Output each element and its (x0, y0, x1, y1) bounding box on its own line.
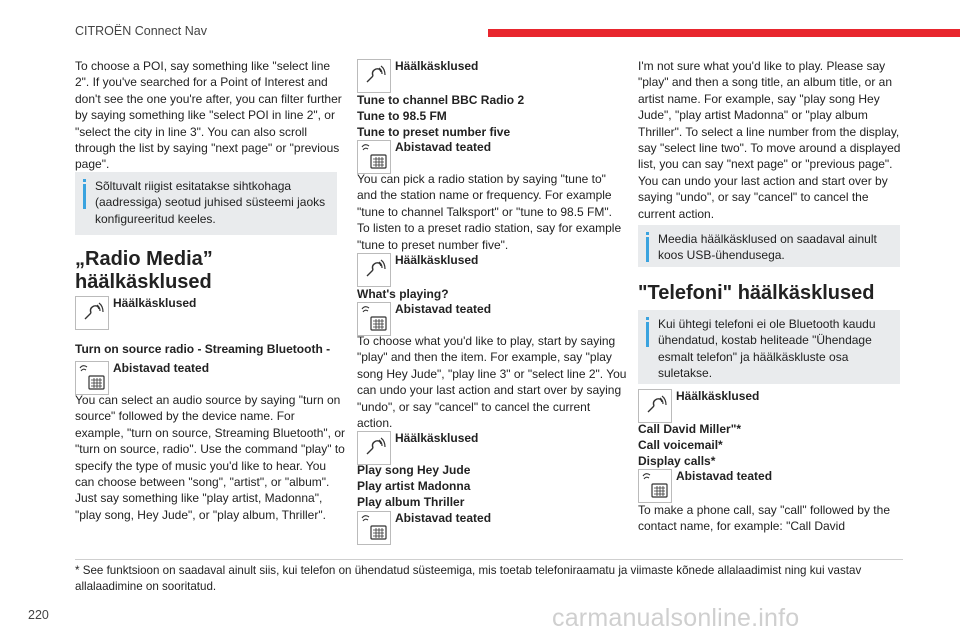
voice-command-text: Call David Miller"* (638, 422, 742, 436)
help-messages-row (638, 469, 908, 501)
voice-commands-row (638, 389, 908, 421)
info-note (75, 172, 337, 235)
help-messages-label: Abistavad teated (395, 140, 492, 154)
help-text: You can select an audio source by saying "turn on source" followed by the device name. For example, "turn on source, Streaming Bluetooth", or "turn on source, radio". Use the command "play" to specify the type of music you'd like to hear. You can choose between "song", "artist", or "album". Just say something like "play artist, Madonna", "play song, Hey Jude", or "play album, Thriller". (75, 393, 345, 522)
info-note-text: Meedia häälkäsklused on saadaval ainult koos USB-ühendusega. (658, 232, 877, 263)
screen-response-icon (357, 140, 391, 174)
help-messages-row (75, 361, 345, 393)
info-note (638, 310, 900, 384)
info-note-text: Sõltuvalt riigist esitatakse sihtkohaga (aadressiga) seotud juhised süsteemi jaoks konfigureeritud keeles. (95, 179, 326, 226)
help-text: To choose what you'd like to play, start by saying "play" and then the item. For example, say "play song Hey Jude", "play line 3" or "select line 2". You can undo your last action and start over by saying "undo", or say "cancel" to cancel the current action. (357, 334, 627, 431)
screen-response-icon (638, 469, 672, 503)
help-messages-label: Abistavad teated (113, 361, 210, 375)
voice-command-text: Call voicemail* (638, 438, 723, 452)
header-title: CITROËN Connect Nav (75, 24, 207, 38)
footnote: * See funktsioon on saadaval ainult siis, kui telefon on ühendatud süsteemiga, mis toetab telefoniraamatu ja viimaste kõnede allalaadimist ning kui vastav allalaadimine on sooritatud. (75, 564, 862, 593)
voice-commands-label: Häälkäsklused (676, 389, 760, 403)
voice-command-text: Display calls* (638, 454, 716, 468)
help-messages-row (357, 140, 627, 172)
voice-commands-label: Häälkäsklused (113, 296, 197, 310)
voice-command-icon (357, 253, 391, 287)
voice-command-text: Turn on source radio - Streaming Bluetooth - (75, 342, 331, 356)
info-note-text: Kui ühtegi telefoni ei ole Bluetooth kaudu ühendatud, kostab heliteade "Ühendage esmalt telefon" ja häälkäskluste osa suletakse. (658, 317, 876, 381)
voice-commands-row (357, 59, 627, 91)
voice-command-text: Tune to 98.5 FM (357, 109, 447, 123)
help-messages-label: Abistavad teated (676, 469, 773, 483)
poi-intro-text: To choose a POI, say something like "select line 2". If you've searched for a Point of Interest and don't see the one you're after, you can filter further by saying something like "select POI in line 2", or "select the city in line 3". You can also scroll through the list by saying "next page" or "previous page". (75, 59, 342, 172)
voice-command-icon (357, 59, 391, 93)
section-heading-telephone: "Telefoni" häälkäsklused (638, 282, 875, 304)
voice-command-text: Tune to channel BBC Radio 2 (357, 93, 525, 107)
voice-commands-row (357, 253, 627, 285)
screen-response-icon (357, 302, 391, 336)
voice-command-list (357, 92, 627, 140)
page-number: 220 (28, 608, 49, 622)
header-accent-bar (488, 29, 960, 37)
section-heading-radio-media: „Radio Media” häälkäsklused (75, 248, 213, 293)
voice-command-text: Play artist Madonna (357, 479, 471, 493)
voice-commands-row (75, 296, 345, 328)
info-icon (646, 232, 649, 262)
help-messages-row (357, 511, 627, 543)
voice-command-text: Tune to preset number five (357, 125, 511, 139)
help-messages-row (357, 302, 627, 334)
help-text: You can pick a radio station by saying "tune to" and the station name or frequency. For example "tune to channel Talksport" or "tune to 98.5 FM". To listen to a preset radio station, say for example "tune to preset number five". (357, 172, 622, 252)
help-text: I'm not sure what you'd like to play. Please say "play" and then a song title, an album title, or an artist name. For example, say "play song Hey Jude", "play artist Madonna" or "play album Thriller". To select a line number from the display, say "select line two". To move around a displayed list, you can say "next page" or "previous page". You can undo your last action and start over by saying "undo", or say "cancel" to cancel the current action. (638, 59, 901, 221)
footnote-divider (75, 559, 903, 560)
info-icon (646, 317, 649, 347)
help-messages-label: Abistavad teated (395, 302, 492, 316)
voice-command-icon (75, 296, 109, 330)
help-text: To make a phone call, say "call" followed by the contact name, for example: "Call David (638, 503, 890, 534)
voice-command-text: Play album Thriller (357, 495, 465, 509)
screen-response-icon (357, 511, 391, 545)
info-icon (83, 179, 86, 209)
voice-commands-label: Häälkäsklused (395, 253, 479, 267)
voice-command-icon (357, 431, 391, 465)
voice-command-text: What's playing? (357, 287, 449, 301)
watermark: carmanualsonline.info (552, 604, 800, 632)
voice-commands-row (357, 431, 627, 463)
info-note (638, 225, 900, 267)
voice-command-list (357, 462, 627, 510)
voice-commands-label: Häälkäsklused (395, 59, 479, 73)
screen-response-icon (75, 361, 109, 395)
voice-command-icon (638, 389, 672, 423)
voice-commands-label: Häälkäsklused (395, 431, 479, 445)
help-messages-label: Abistavad teated (395, 511, 492, 525)
voice-command-text: Play song Hey Jude (357, 463, 471, 477)
voice-command-list (638, 421, 908, 469)
